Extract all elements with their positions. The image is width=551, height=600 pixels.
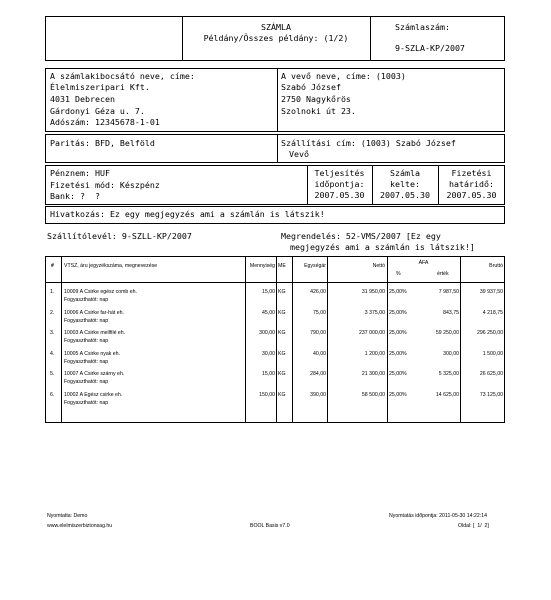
- row-unit-price: 426,00: [310, 289, 326, 295]
- parity: Paritás: BFD, Belföld: [50, 138, 155, 148]
- col-divider-net: [387, 256, 388, 423]
- row-vat-percent: 25,00%: [389, 350, 407, 357]
- shipping-address: Szállítási cím: (1003) Szabó József: [281, 138, 456, 148]
- row-gross: 4 218,75: [482, 309, 503, 316]
- parties-divider: [277, 68, 278, 132]
- shipping-type: Vevő: [289, 149, 309, 159]
- due-date-label-2: határidő:: [449, 179, 494, 189]
- seller-label: A számlakibocsátó neve, címe:: [50, 71, 195, 81]
- row-gross: 73 125,00: [479, 391, 503, 398]
- row-warranty: Fogyaszthatót: nap: [64, 358, 109, 365]
- row-vat-percent: 25,00%: [389, 391, 407, 398]
- row-vat-percent: 25,00%: [389, 289, 407, 295]
- row-quantity: 300,00: [259, 330, 275, 336]
- seller-street: Gárdonyi Géza u. 7.: [50, 106, 145, 116]
- buyer-city: 2750 Nagykőrös: [281, 94, 351, 104]
- row-unit-price: 75,00: [313, 309, 326, 316]
- col-header-net: Nettó: [372, 263, 385, 269]
- row-net: 21 300,00: [361, 371, 385, 377]
- payment-method: Fizetési mód: Készpénz: [50, 180, 160, 190]
- row-number: 1.: [50, 289, 55, 295]
- row-warranty: Fogyaszthatót: nap: [64, 399, 109, 406]
- buyer-label: A vevő neve, címe: (1003): [281, 71, 406, 81]
- currency: Pénznem: HUF: [50, 168, 110, 178]
- col-header-no: #: [51, 263, 54, 269]
- row-quantity: 150,00: [259, 391, 275, 398]
- due-date: 2007.05.30: [446, 190, 497, 200]
- invoice-number-label: Számlaszám:: [395, 22, 450, 32]
- col-header-gross: Bruttó: [489, 263, 503, 269]
- col-divider-no: [61, 256, 62, 423]
- row-vat-percent: 25,00%: [389, 371, 407, 377]
- seller-name: Élelmiszeripari Kft.: [50, 82, 150, 92]
- row-item-name: 10007 A Csirke szárny eh.: [64, 371, 125, 377]
- row-unit: KG: [278, 371, 286, 377]
- bank: Bank: ? ?: [50, 191, 100, 201]
- row-item-name: 10006 A Csirke far-hát eh.: [64, 309, 124, 316]
- row-gross: 39 937,50: [479, 289, 503, 295]
- due-date-label: Fizetési: [451, 168, 492, 178]
- row-quantity: 30,00: [262, 350, 275, 357]
- website: www.elelmiszerbiztonsag.hu: [47, 523, 113, 529]
- page-number: Oldal: [ 1/ 2]: [458, 523, 489, 529]
- row-number: 5.: [50, 371, 55, 377]
- row-quantity: 15,00: [262, 371, 275, 377]
- row-quantity: 15,00: [262, 289, 275, 295]
- row-vat-value: 59 250,00: [435, 330, 459, 336]
- row-vat-value: 843,75: [443, 309, 459, 316]
- row-unit: KG: [278, 289, 286, 295]
- parity-divider: [277, 134, 278, 163]
- col-header-price: Egységár: [304, 263, 326, 269]
- row-item-name: 10002 A Egész csirke eh.: [64, 391, 123, 398]
- col-header-vat-value: érték: [437, 271, 449, 277]
- buyer-street: Szolnoki út 23.: [281, 106, 356, 116]
- row-item-name: 10009 A Csirke egész comb eh.: [64, 289, 137, 295]
- row-vat-value: 7 987,50: [438, 289, 459, 295]
- col-divider-qty: [276, 256, 277, 423]
- row-unit-price: 40,00: [313, 350, 326, 357]
- row-gross: 296 250,00: [477, 330, 503, 336]
- performance-date-label: Teljesítés: [314, 168, 365, 178]
- col-header-vat: ÁFA: [418, 260, 429, 266]
- row-unit: KG: [278, 391, 286, 398]
- row-item-name: 10003 A Csirke mellfilé eh.: [64, 330, 126, 336]
- invoice-number: 9-SZLA-KP/2007: [395, 43, 465, 53]
- row-number: 3.: [50, 330, 55, 336]
- issue-date: 2007.05.30: [380, 190, 430, 200]
- row-net: 1 200,00: [364, 350, 385, 357]
- row-unit-price: 284,00: [310, 371, 326, 377]
- invoice-title: SZÁMLA: [261, 22, 291, 32]
- row-vat-percent: 25,00%: [389, 330, 407, 336]
- row-quantity: 45,00: [262, 309, 275, 316]
- issue-date-label-2: kelte:: [390, 179, 420, 189]
- copy-label: Példány/Összes példány: (1/2): [203, 33, 349, 43]
- row-vat-value: 300,00: [443, 350, 459, 357]
- row-vat-percent: 25,00%: [389, 309, 407, 316]
- items-header-divider: [45, 282, 505, 283]
- row-gross: 1 500,00: [482, 350, 503, 357]
- row-unit-price: 790,00: [310, 330, 326, 336]
- row-vat-value: 14 625,00: [435, 391, 459, 398]
- row-net: 58 500,00: [361, 391, 385, 398]
- row-gross: 26 625,00: [479, 371, 503, 377]
- order-reference-note: megjegyzés ami a számlán is látszik!]: [290, 242, 475, 252]
- software-name: BOOL Basis v7.0: [250, 523, 290, 529]
- row-unit: KG: [278, 330, 286, 336]
- row-net: 3 375,00: [364, 309, 385, 316]
- row-unit: KG: [278, 309, 286, 316]
- printed-by: Nyomtatta: Demo: [47, 513, 88, 519]
- row-warranty: Fogyaszthatót: nap: [64, 379, 109, 385]
- order-reference: Megrendelés: 52-VMS/2007 [Ez egy: [281, 231, 441, 241]
- row-vat-value: 5 325,00: [438, 371, 459, 377]
- row-unit: KG: [278, 350, 286, 357]
- row-warranty: Fogyaszthatót: nap: [64, 338, 109, 344]
- performance-date-label-2: időpontja:: [314, 179, 365, 189]
- performance-date: 2007.05.30: [314, 190, 365, 200]
- col-header-unit: ME: [278, 263, 286, 269]
- row-warranty: Fogyaszthatót: nap: [64, 317, 109, 324]
- row-unit-price: 390,00: [310, 391, 326, 398]
- header-divider-2: [370, 16, 371, 61]
- row-number: 2.: [50, 309, 55, 316]
- col-header-item: VTSZ, áru jegyzékszáma, megnevezése: [64, 263, 158, 269]
- seller-tax-number: Adószám: 12345678-1-01: [50, 117, 160, 127]
- print-time: Nyomtatás időpontja: 2011-05-30 14:22:14: [389, 513, 487, 519]
- col-header-vat-pct: %: [396, 271, 401, 277]
- reference-note: Hivatkozás: Ez egy megjegyzés ami a számlán is látszik!: [50, 209, 325, 219]
- col-header-qty: Mennyiség: [249, 263, 275, 269]
- issue-date-label: Számla: [390, 168, 420, 178]
- row-net: 237 000,00: [359, 330, 385, 336]
- row-net: 31 950,00: [361, 289, 385, 295]
- row-number: 4.: [50, 350, 55, 357]
- delivery-note: Szállítólevél: 9-SZLL-KP/2007: [47, 231, 192, 241]
- row-warranty: Fogyaszthatót: nap: [64, 297, 109, 303]
- row-item-name: 10005 A Csirke nyak eh.: [64, 350, 120, 357]
- seller-city: 4031 Debrecen: [50, 94, 115, 104]
- row-number: 6.: [50, 391, 55, 398]
- buyer-name: Szabó József: [281, 82, 341, 92]
